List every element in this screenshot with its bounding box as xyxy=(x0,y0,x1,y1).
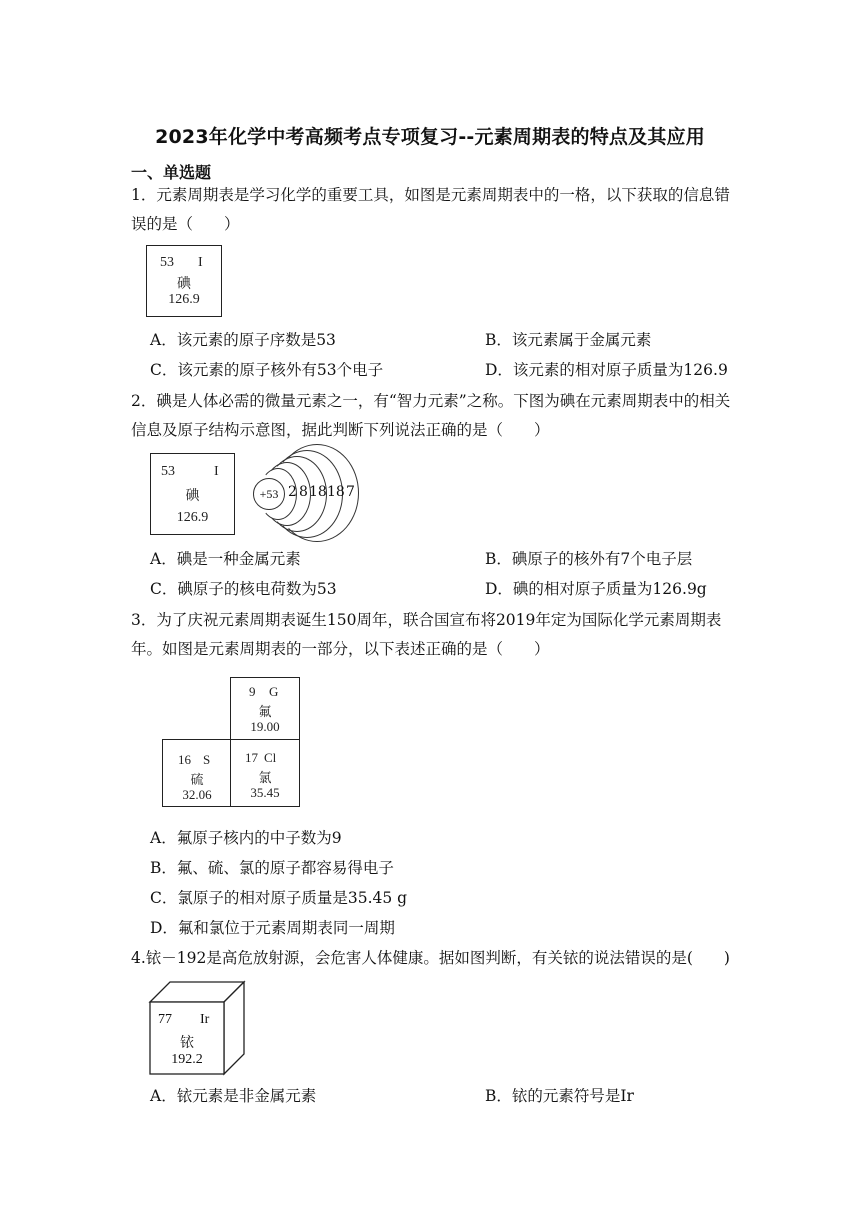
question-2-option-b: B．碘原子的核外有7个电子层 xyxy=(485,550,693,568)
atomic-number: 53 xyxy=(160,255,174,270)
shell-electron-count: 18 xyxy=(309,484,327,500)
element-cell-fluorine xyxy=(230,677,300,741)
shell-electron-count: 2 xyxy=(288,484,297,500)
element-name: 铱 xyxy=(180,1035,194,1051)
element-symbol: Cl xyxy=(264,750,277,765)
shell-electron-count: 18 xyxy=(327,484,345,500)
shell-electron-count: 7 xyxy=(346,484,355,500)
atomic-mass: 19.00 xyxy=(250,719,280,734)
atomic-number: 17 xyxy=(245,750,258,765)
element-symbol: Ir xyxy=(200,1012,210,1027)
document-title: 2023年化学中考高频考点专项复习--元素周期表的特点及其应用 xyxy=(155,126,705,148)
question-2-option-d: D．碘的相对原子质量为126.9g xyxy=(485,580,707,598)
question-1-option-c: C．该元素的原子核外有53个电子 xyxy=(150,361,384,379)
element-cell-iodine xyxy=(150,453,235,535)
question-4-option-a: A．铱元素是非金属元素 xyxy=(150,1087,317,1105)
question-3-option-d: D．氟和氯位于元素周期表同一周期 xyxy=(150,919,395,937)
element-symbol: I xyxy=(214,464,219,479)
question-1-option-b: B．该元素属于金属元素 xyxy=(485,331,652,349)
question-3-option-a: A．氟原子核内的中子数为9 xyxy=(150,829,342,847)
atomic-mass: 35.45 xyxy=(250,785,280,800)
atomic-structure-diagram xyxy=(245,452,360,532)
element-name: 氟 xyxy=(258,704,272,719)
section-heading: 一、单选题 xyxy=(131,163,212,182)
question-3-option-b: B．氟、硫、氯的原子都容易得电子 xyxy=(150,859,394,877)
atomic-number: 9 xyxy=(249,684,256,699)
atomic-number: 16 xyxy=(178,752,191,767)
atomic-number: 77 xyxy=(158,1012,172,1027)
shell-electron-count: 8 xyxy=(299,484,308,500)
element-name: 硫 xyxy=(190,772,204,787)
atomic-mass: 32.06 xyxy=(182,787,212,802)
question-3-stem: 3．为了庆祝元素周期表诞生150周年，联合国宣布将2019年定为国际化学元素周期表年。如图是元素周期表的一部分，以下表述正确的是（ ） xyxy=(131,611,722,658)
nucleus-circle: +53 xyxy=(253,478,285,510)
question-3-option-c: C．氯原子的相对原子质量是35.45 g xyxy=(150,889,408,907)
element-name: 碘 xyxy=(177,277,191,292)
question-2-option-a: A．碘是一种金属元素 xyxy=(150,550,301,568)
element-symbol: G xyxy=(269,684,279,699)
question-1-option-a: A．该元素的原子序数是53 xyxy=(150,331,336,349)
element-symbol: S xyxy=(203,752,211,767)
question-1-stem: 1．元素周期表是学习化学的重要工具，如图是元素周期表中的一格，以下获取的信息错误的是（ ） xyxy=(131,186,730,233)
atomic-mass: 192.2 xyxy=(171,1052,203,1067)
question-2-option-c: C．碘原子的核电荷数为53 xyxy=(150,580,337,598)
question-2-stem: 2．碘是人体必需的微量元素之一，有“智力元素”之称。下图为碘在元素周期表中的相关信息及原子结构示意图，据此判断下列说法正确的是（ ） xyxy=(131,392,731,439)
periodic-table-fragment xyxy=(162,677,302,807)
element-symbol: I xyxy=(198,255,203,270)
atomic-mass: 126.9 xyxy=(176,510,209,525)
element-name: 氯 xyxy=(258,770,272,785)
question-4-stem: 4.铱－192是高危放射源，会危害人体健康。据如图判断，有关铱的说法错误的是( ) xyxy=(131,949,730,967)
element-cell-sulfur xyxy=(162,739,232,807)
element-cube-iridium xyxy=(148,980,248,1076)
element-name: 碘 xyxy=(185,489,200,504)
question-4-option-b: B．铱的元素符号是Ir xyxy=(485,1087,634,1105)
element-cell-chlorine xyxy=(230,739,300,807)
question-1-option-d: D．该元素的相对原子质量为126.9 xyxy=(485,361,728,379)
element-cell-iodine xyxy=(146,245,222,317)
atomic-mass: 126.9 xyxy=(168,292,200,307)
atomic-number: 53 xyxy=(161,464,175,479)
